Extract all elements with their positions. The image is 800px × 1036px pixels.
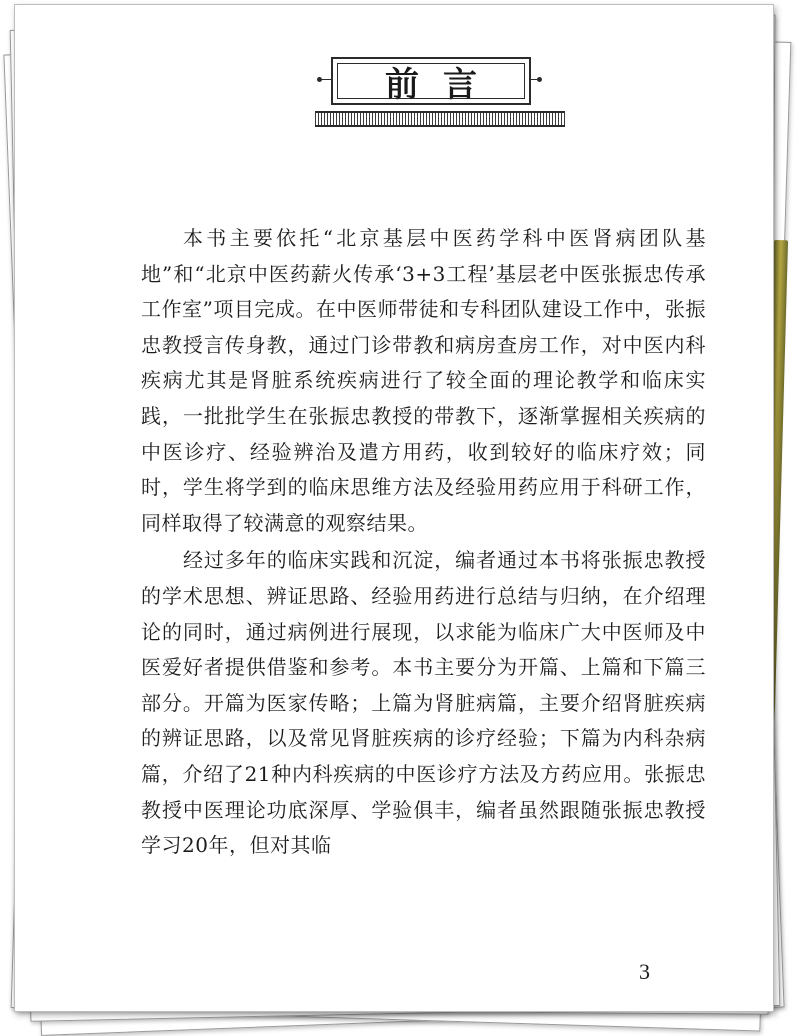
page-title: 前言 <box>385 64 501 105</box>
paragraph-2: 经过多年的临床实践和沉淀，编者通过本书将张振忠教授的学术思想、辨证思路、经验用药进行总结与归纳，在介绍理论的同时，通过病例进行展现，以求能为临床广大中医师及中医爱好者提供借鉴和参考。本书主要分为开篇、上篇和下篇三部分。开篇为医家传略；上篇为肾脏病篇，主要介绍肾脏疾病的辨证思路，以及常见肾脏疾病的诊疗经验；下篇为内科杂病篇，介绍了21种内科疾病的中医诊疗方法及方药应用。张振忠教授中医理论功底深厚、学验俱丰，编者虽然跟随张振忠教授学习20年，但对其临 <box>141 548 706 858</box>
title-decorative-bar <box>315 111 565 127</box>
page-number: 3 <box>639 959 650 984</box>
paragraph-1: 本书主要依托“北京基层中医药学科中医肾病团队基地”和“北京中医药薪火传承‘3+3工程’基层老中医张振忠传承工作室”项目完成。在中医师带徒和专科团队建设工作中，张振忠教授言传身教，通过门诊带教和病房查房工作，对中医内科疾病尤其是肾脏系统疾病进行了较全面的理论教学和临床实践，一批批学生在张振忠教授的带教下，逐渐掌握相关疾病的中医诊疗、经验辨治及遣方用药，收到较好的临床疗效；同时，学生将学到的临床思维方法及经验用药应用于科研工作，同样取得了较满意的观察结果。 <box>141 226 706 535</box>
preface-body <box>141 221 706 864</box>
document-page <box>14 4 774 1012</box>
ornament-line-left <box>322 79 331 80</box>
title-ornament <box>315 47 580 129</box>
ornament-dot-right <box>537 77 542 82</box>
title-frame <box>331 57 531 105</box>
